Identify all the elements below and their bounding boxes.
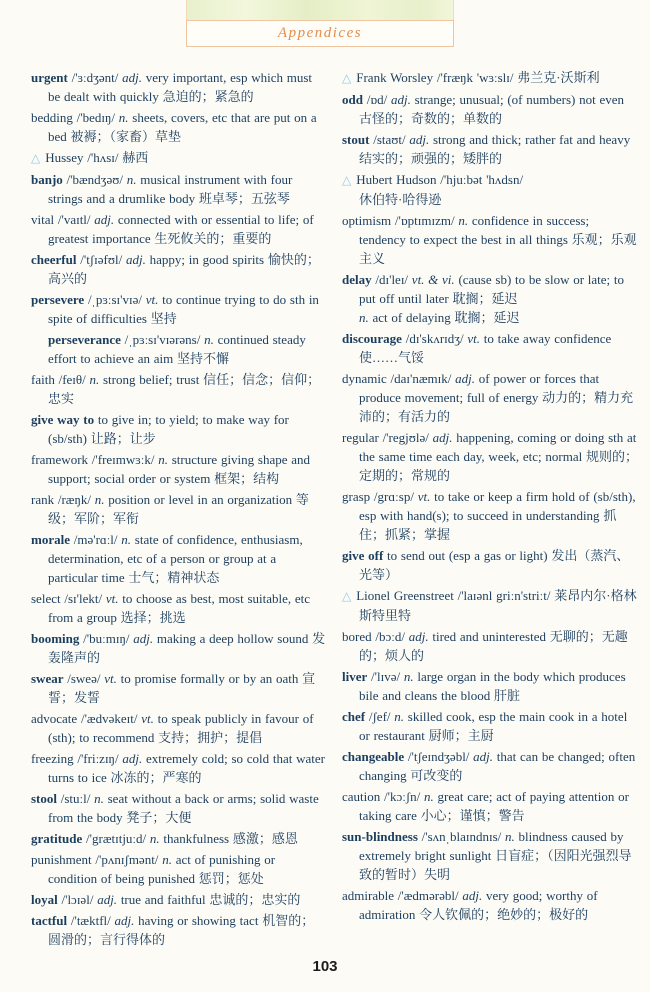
headword: admirable xyxy=(342,888,394,903)
definition: very important, esp which must be dealt with quickly xyxy=(48,70,313,104)
phonetic: /dɪ'leɪ/ xyxy=(371,272,412,287)
chinese-translation: 被褥；（家畜）草垫 xyxy=(70,129,182,144)
phonetic: /'ɜːdʒənt/ xyxy=(67,70,123,85)
chinese-translation: 莱昂内尔·格林斯特里特 xyxy=(359,588,637,623)
phonetic: /'bændʒəʊ/ xyxy=(62,172,127,187)
glossary-entry xyxy=(342,428,638,485)
definition: sheets, covers, etc that are put on a bed xyxy=(48,110,317,144)
proper-noun-triangle-icon: △ xyxy=(342,173,352,187)
chinese-translation: 冰冻的；严寒的 xyxy=(110,770,202,785)
glossary-entry xyxy=(31,589,327,627)
definition: to promise formally or by an oath xyxy=(116,671,303,686)
phonetic: /'laɪənl griːn'striːt/ xyxy=(453,588,555,603)
chinese-translation: 信任；信念；信仰；忠实 xyxy=(48,372,321,406)
chinese-translation: 感激；感恩 xyxy=(232,831,298,846)
part-of-speech: n. xyxy=(94,791,104,806)
chinese-translation: 肝脏 xyxy=(494,688,521,703)
definition: having or showing tact xyxy=(134,913,263,928)
definition: connected with or essential to life; of greatest importance xyxy=(48,212,314,246)
glossary-entry xyxy=(342,886,638,924)
page-number: 103 xyxy=(312,958,338,975)
part-of-speech: vt. xyxy=(105,591,119,606)
headword: give off xyxy=(342,548,384,563)
phonetic: /'fræŋk 'wɜːslɪ/ xyxy=(433,70,518,85)
phonetic: /'bedɪŋ/ xyxy=(72,110,119,125)
chinese-translation: 班卓琴；五弦琴 xyxy=(198,191,290,206)
definition: true and faithful xyxy=(117,892,210,907)
phonetic: /sɪ'lekt/ xyxy=(60,591,106,606)
headword: urgent xyxy=(31,70,68,85)
glossary-entry xyxy=(31,911,327,949)
part-of-speech: adj. xyxy=(408,629,429,644)
glossary-entry xyxy=(31,210,327,248)
part-of-speech: vt. xyxy=(104,671,117,686)
headword: swear xyxy=(31,671,64,686)
definition: tired and uninterested xyxy=(428,629,550,644)
part-of-speech: n. xyxy=(126,172,137,187)
phonetic: /'ædmərəbl/ xyxy=(393,888,463,903)
phonetic: /'pʌnɪʃmənt/ xyxy=(91,852,163,867)
definition: to choose as best, most suitable, etc from a group xyxy=(48,591,311,625)
glossary-entry xyxy=(342,627,638,665)
definition: very good; worthy of admiration xyxy=(359,888,598,922)
glossary-entry xyxy=(31,709,327,747)
chinese-translation: 惩罚；惩处 xyxy=(198,871,264,886)
phonetic: /grɑːsp/ xyxy=(370,489,418,504)
headword: faith xyxy=(31,372,55,387)
part-of-speech: n. xyxy=(121,532,132,547)
part-of-speech: vt. xyxy=(141,711,154,726)
glossary-entry xyxy=(342,329,638,367)
part-of-speech: vt. xyxy=(417,489,431,504)
phonetic: /'freɪmwɜːk/ xyxy=(88,452,159,467)
headword: cheerful xyxy=(31,252,77,267)
headword: gratitude xyxy=(31,831,83,846)
glossary-entry xyxy=(31,669,327,707)
part-of-speech: vt. xyxy=(467,331,481,346)
glossary-column-left xyxy=(31,68,327,951)
header-title-box xyxy=(186,20,454,47)
part-of-speech: n. xyxy=(89,372,100,387)
headword: punishment xyxy=(31,852,92,867)
chinese-translation: 抓住；抓紧；掌握 xyxy=(359,508,617,542)
glossary-entry xyxy=(31,490,327,528)
part-of-speech: adj. xyxy=(125,252,146,267)
phonetic: /ʃef/ xyxy=(365,709,395,724)
headword: chef xyxy=(342,709,366,724)
chinese-translation: 规则的；定期的；常规的 xyxy=(359,449,638,483)
glossary-entry xyxy=(31,148,327,168)
definition: position or level in an organization xyxy=(104,492,296,507)
headword: Hussey xyxy=(45,150,84,165)
chinese-translation: 无聊的；无趣的；烦人的 xyxy=(359,629,628,663)
headword: give way to xyxy=(31,412,95,427)
chinese-translation: 等级；军阶；军衔 xyxy=(48,492,309,526)
phonetic: /stuːl/ xyxy=(57,791,95,806)
part-of-speech: adj. xyxy=(133,631,154,646)
glossary-entry xyxy=(342,546,638,584)
definition: to take away confidence xyxy=(480,331,612,346)
glossary-entry xyxy=(31,410,327,448)
glossary-entry xyxy=(342,68,638,88)
part-of-speech: adj. xyxy=(432,430,453,445)
phonetic: /'vaɪtl/ xyxy=(54,212,95,227)
proper-noun-triangle-icon: △ xyxy=(342,589,352,603)
part-of-speech: n. xyxy=(505,829,515,844)
headword: grasp xyxy=(342,489,371,504)
part-of-speech: adj. xyxy=(455,371,475,386)
page-title: Appendices xyxy=(277,25,363,41)
glossary-entry xyxy=(342,707,638,745)
phonetic: /'hjuːbət 'hʌdsn/ xyxy=(436,172,524,187)
part-of-speech: adj. xyxy=(409,132,430,147)
chinese-translation: 弗兰克·沃斯利 xyxy=(517,70,600,85)
headword: banjo xyxy=(31,172,63,187)
glossary-entry xyxy=(342,270,638,327)
chinese-translation: 选择；挑选 xyxy=(120,610,186,625)
chinese-translation: 使……气馁 xyxy=(359,350,425,365)
phonetic: /'regjʊlə/ xyxy=(378,430,433,445)
phonetic: /'lɔɪəl/ xyxy=(57,892,98,907)
definition: making a deep hollow sound xyxy=(153,631,313,646)
phonetic: /staʊt/ xyxy=(369,132,410,147)
chinese-translation: 耽搁；延迟 xyxy=(452,291,518,306)
part-of-speech: n. xyxy=(204,332,214,347)
headword: dynamic xyxy=(342,371,387,386)
part-of-speech: n. xyxy=(458,213,469,228)
part-of-speech: adj. xyxy=(122,70,143,85)
chinese-translation: 凳子；大便 xyxy=(126,810,192,825)
part-of-speech: adj. xyxy=(391,92,411,107)
definition: musical instrument with four strings and a drumlike body xyxy=(48,172,293,206)
part-of-speech: vt. xyxy=(145,292,159,307)
headword: regular xyxy=(342,430,379,445)
glossary-entry xyxy=(31,530,327,587)
headword: bored xyxy=(342,629,372,644)
chinese-translation: 愉快的；高兴的 xyxy=(48,252,320,286)
page-footer xyxy=(0,958,650,976)
part-of-speech: adj. xyxy=(97,892,118,907)
phonetic: /ˌpɜːsɪ'vɪə/ xyxy=(84,292,146,307)
headword: freezing xyxy=(31,751,74,766)
headword: Frank Worsley xyxy=(356,70,434,85)
phonetic: /'tʃɪəfʊl/ xyxy=(76,252,126,267)
part-of-speech: adj. xyxy=(122,751,143,766)
headword: Lionel Greenstreet xyxy=(356,588,454,603)
phonetic: /'friːzɪŋ/ xyxy=(73,751,123,766)
definition: continued steady effort to achieve an aim xyxy=(48,332,306,366)
headword: stout xyxy=(342,132,370,147)
definition: blindness caused by extremely bright sunlight xyxy=(359,829,624,863)
definition: (cause sb) to be slow or late; to put off until later xyxy=(359,272,625,306)
headword: select xyxy=(31,591,61,606)
part-of-speech: n. xyxy=(162,852,172,867)
glossary-entry xyxy=(342,747,638,785)
definition: thankfulness xyxy=(159,831,233,846)
glossary-entry xyxy=(342,487,638,544)
header-art-strip xyxy=(186,0,454,20)
chinese-translation: 可改变的 xyxy=(410,768,463,783)
definition: to speak publicly in favour of (sth); to recommend xyxy=(48,711,314,745)
chinese-translation: 发出（蒸汽、光等） xyxy=(359,548,630,582)
definition: that can be changed; often changing xyxy=(359,749,636,783)
definition: large organ in the body which produces bile and cleans the blood xyxy=(359,669,626,703)
part-of-speech: n. xyxy=(403,669,414,684)
part-of-speech: n. xyxy=(359,310,369,325)
chinese-translation: 机智的；圆滑的；言行得体的 xyxy=(48,913,315,947)
phonetic: /'kɔːʃn/ xyxy=(380,789,425,804)
glossary-entry xyxy=(342,667,638,705)
headword: liver xyxy=(342,669,368,684)
chinese-translation: 动力的；精力充沛的；有活力的 xyxy=(359,390,634,424)
definition: act of punishing or condition of being punished xyxy=(48,852,276,886)
chinese-translation: 生死攸关的；重要的 xyxy=(154,231,272,246)
proper-noun-triangle-icon: △ xyxy=(31,151,41,165)
headword: caution xyxy=(342,789,381,804)
glossary-entry xyxy=(31,330,327,368)
glossary-entry xyxy=(31,290,327,328)
definition: structure giving shape and support; social order or system xyxy=(48,452,311,486)
headword: morale xyxy=(31,532,70,547)
headword: Hubert Hudson xyxy=(356,172,437,187)
phonetic: /'tæktfl/ xyxy=(67,913,115,928)
glossary-entry xyxy=(342,369,638,426)
headword: bedding xyxy=(31,110,73,125)
headword: persevere xyxy=(31,292,85,307)
headword: booming xyxy=(31,631,80,646)
chinese-translation: 发轰隆声的 xyxy=(48,631,326,665)
chinese-translation: 支持；拥护；提倡 xyxy=(158,730,263,745)
phonetic: /'ɒptɪmɪzm/ xyxy=(391,213,459,228)
headword: changeable xyxy=(342,749,405,764)
chinese-translation: 框架；结构 xyxy=(214,471,280,486)
definition: to give in; to yield; to make way for (sb/sth) xyxy=(48,412,289,446)
definition: confidence in success; tendency to expect the best in all things xyxy=(359,213,590,247)
definition: state of confidence, enthusiasm, determination, etc of a person or group at a particular time xyxy=(48,532,303,585)
definition: to send out (esp a gas or light) xyxy=(383,548,552,563)
glossary-entry xyxy=(342,787,638,825)
chinese-translation: 宣誓；发誓 xyxy=(48,671,316,705)
glossary-entry xyxy=(31,829,327,848)
part-of-speech: n. xyxy=(94,492,105,507)
glossary-entry xyxy=(31,250,327,288)
chinese-translation: 小心；谨慎；警告 xyxy=(420,808,525,823)
part-of-speech: n. xyxy=(158,452,168,467)
phonetic: /ræŋk/ xyxy=(54,492,95,507)
phonetic: /'lɪvə/ xyxy=(367,669,404,684)
headword: sun-blindness xyxy=(342,829,418,844)
phonetic: /'tʃeɪndʒəbl/ xyxy=(404,749,474,764)
headword: loyal xyxy=(31,892,58,907)
glossary-entry xyxy=(342,211,638,268)
headword: vital xyxy=(31,212,55,227)
part-of-speech: n. xyxy=(118,110,129,125)
glossary-entry xyxy=(31,170,327,208)
glossary-entry xyxy=(31,629,327,667)
definition: skilled cook, esp the main cook in a hotel or restaurant xyxy=(359,709,628,743)
glossary-entry xyxy=(31,68,327,106)
phonetic: /dɪ'skʌrɪdʒ/ xyxy=(401,331,468,346)
glossary-entry xyxy=(31,450,327,488)
headword: framework xyxy=(31,452,89,467)
glossary-entry xyxy=(31,370,327,408)
glossary-entry xyxy=(342,130,638,168)
chinese-translation: 让路；让步 xyxy=(90,431,156,446)
glossary-entry xyxy=(342,170,638,209)
proper-noun-triangle-icon: △ xyxy=(342,71,352,85)
glossary-entry xyxy=(342,827,638,884)
chinese-translation: 坚持 xyxy=(150,311,177,326)
chinese-translation: 赫西 xyxy=(122,150,149,165)
chinese-translation: 急迫的；紧急的 xyxy=(162,89,254,104)
definition: strange; unusual; (of numbers) not even xyxy=(410,92,624,107)
phonetic: /'hʌsɪ/ xyxy=(83,150,123,165)
headword: optimism xyxy=(342,213,392,228)
chinese-translation: 忠诚的；忠实的 xyxy=(209,892,301,907)
definition: extremely cold; so cold that water turns to ice xyxy=(48,751,326,785)
definition: seat without a back or arms; solid waste from the body xyxy=(48,791,319,825)
glossary-entry xyxy=(31,108,327,146)
part-of-speech: n. xyxy=(149,831,160,846)
phonetic: /feɪθ/ xyxy=(54,372,90,387)
chinese-translation: 耽搁；延迟 xyxy=(454,310,520,325)
headword: tactful xyxy=(31,913,68,928)
part-of-speech: adj. xyxy=(473,749,494,764)
glossary-column-right xyxy=(342,68,638,951)
headword: stool xyxy=(31,791,57,806)
definition: to take or keep a firm hold of (sb/sth), esp with hand(s); to succeed in understanding xyxy=(359,489,636,523)
chinese-translation: 结实的；顽强的；矮胖的 xyxy=(359,151,503,166)
chinese-translation: 日盲症；（因阳光强烈导致的暂时）失明 xyxy=(359,848,632,882)
headword: delay xyxy=(342,272,372,287)
definition: great care; act of paying attention or taking care xyxy=(359,789,629,823)
definition: strong belief; trust xyxy=(99,372,204,387)
glossary-entry xyxy=(31,850,327,888)
phonetic: /bɔːd/ xyxy=(371,629,409,644)
glossary-entry xyxy=(342,90,638,128)
phonetic: /'ædvəkeɪt/ xyxy=(77,711,142,726)
phonetic: /sweə/ xyxy=(63,671,105,686)
headword: discourage xyxy=(342,331,402,346)
phonetic: /ɒd/ xyxy=(362,92,391,107)
glossary-entry xyxy=(31,789,327,827)
chinese-translation: 厨师；主厨 xyxy=(428,728,494,743)
phonetic: /'grætɪtjuːd/ xyxy=(82,831,150,846)
chinese-translation: 古怪的；奇数的；单数的 xyxy=(359,111,503,126)
chinese-translation: 乐观；乐观主义 xyxy=(359,232,637,266)
phonetic: /'sʌnˌblaɪndnɪs/ xyxy=(417,829,506,844)
glossary-columns xyxy=(31,68,638,951)
part-of-speech: vt. & vi. xyxy=(411,272,455,287)
phonetic: /ˌpɜːsɪ'vɪərəns/ xyxy=(120,332,205,347)
definition: to continue trying to do sth in spite of difficulties xyxy=(48,292,319,326)
definition: happy; in good spirits xyxy=(145,252,268,267)
headword: rank xyxy=(31,492,55,507)
part-of-speech: n. xyxy=(394,709,405,724)
chinese-translation: 令人钦佩的；绝妙的；极好的 xyxy=(419,907,589,922)
part-of-speech: adj. xyxy=(114,913,135,928)
headword: odd xyxy=(342,92,363,107)
definition: strong and thick; rather fat and heavy xyxy=(429,132,631,147)
phonetic: /'buːmɪŋ/ xyxy=(79,631,134,646)
headword: advocate xyxy=(31,711,78,726)
glossary-entry xyxy=(31,890,327,909)
chinese-translation: 坚持不懈 xyxy=(176,351,229,366)
definition: of power or forces that produce movement; full of energy xyxy=(359,371,600,405)
part-of-speech: n. xyxy=(424,789,434,804)
glossary-entry xyxy=(342,586,638,625)
chinese-translation: 休伯特·哈得逊 xyxy=(359,192,442,207)
definition: act of delaying xyxy=(368,310,455,325)
part-of-speech: adj. xyxy=(94,212,115,227)
phonetic: /daɪ'næmɪk/ xyxy=(386,371,456,386)
headword: perseverance xyxy=(48,332,121,347)
glossary-entry xyxy=(31,749,327,787)
chinese-translation: 士气；精神状态 xyxy=(128,570,220,585)
part-of-speech: adj. xyxy=(462,888,483,903)
definition: happening, coming or doing sth at the same time each day, week, etc; normal xyxy=(359,430,637,464)
phonetic: /mə'rɑːl/ xyxy=(69,532,122,547)
